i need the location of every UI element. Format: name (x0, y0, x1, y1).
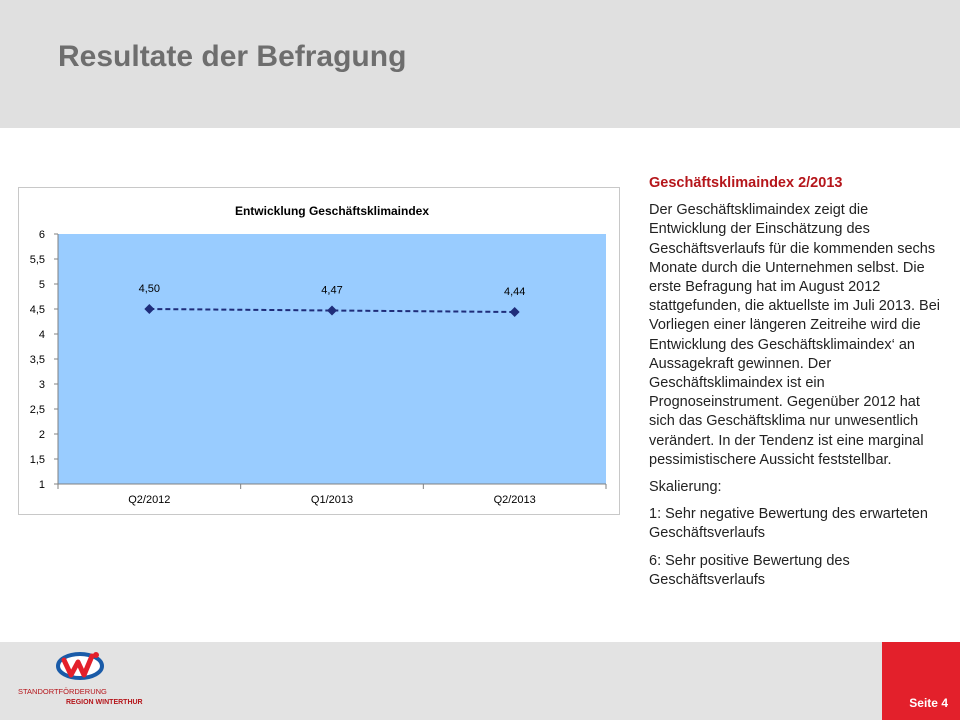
data-label: 4,50 (138, 283, 161, 295)
logo-text-line1: STANDORTFÖRDERUNG (18, 687, 107, 696)
line-chart (19, 188, 619, 514)
logo-text-line2: REGION WINTERTHUR (66, 699, 143, 706)
x-tick-label: Q2/2012 (128, 494, 171, 506)
text-panel-heading: Geschäftsklimaindex 2/2013 (649, 175, 843, 191)
y-tick-label: 5 (38, 279, 45, 291)
x-tick-label: Q2/2013 (493, 494, 536, 506)
logo-mark-icon (58, 652, 102, 678)
y-tick-label: 6 (38, 229, 45, 241)
y-tick-label: 1 (38, 479, 45, 491)
y-tick-label: 3 (38, 379, 45, 391)
text-panel (649, 174, 941, 598)
y-tick-label: 1,5 (29, 454, 45, 466)
y-tick-label: 4,5 (29, 304, 45, 316)
standortfoerderung-logo (18, 650, 158, 712)
chart-frame (18, 187, 620, 515)
y-tick-label: 2 (38, 429, 45, 441)
page-number-box (882, 642, 960, 720)
chart-title: Entwicklung Geschäftsklimaindex (234, 204, 430, 218)
page-title: Resultate der Befragung (58, 40, 407, 73)
scale-label: Skalierung: (649, 479, 722, 496)
y-tick-label: 2,5 (29, 404, 45, 416)
plot-area (58, 234, 606, 484)
page-number: Seite 4 (909, 696, 948, 710)
scale-high: 6: Sehr positive Bewertung des Geschäftsverlaufs (649, 552, 850, 588)
y-tick-label: 5,5 (29, 254, 45, 266)
data-label: 4,47 (321, 284, 343, 297)
y-tick-label: 4 (38, 329, 45, 341)
data-label: 4,44 (503, 286, 526, 298)
x-tick-label: Q1/2013 (310, 494, 354, 506)
text-panel-paragraph: Der Geschäftsklimaindex zeigt die Entwicklung der Einschätzung des Geschäftsverlaufs für die kommenden sechs Monate durch die Unternehmen selbst. Die erste Befragung hat im August 2012 stattgefunden, die aktuellste im Juli 2013. Bei Vorliegen einer längeren Zeitreihe wird die Entwicklung des Geschäftsklimaindex‘ an Aussagekraft gewinnen. Der Geschäftsklimaindex ist ein Prognoseinstrument. Gegenüber 2012 hat sich das Geschäftsklima nur unwesentlich verändert. In der Tendenz ist eine marginal pessimistischere Aussicht feststellbar. (649, 202, 940, 468)
y-tick-label: 3,5 (29, 354, 45, 366)
scale-low: 1: Sehr negative Bewertung des erwarteten Geschäftsverlaufs (649, 506, 928, 542)
